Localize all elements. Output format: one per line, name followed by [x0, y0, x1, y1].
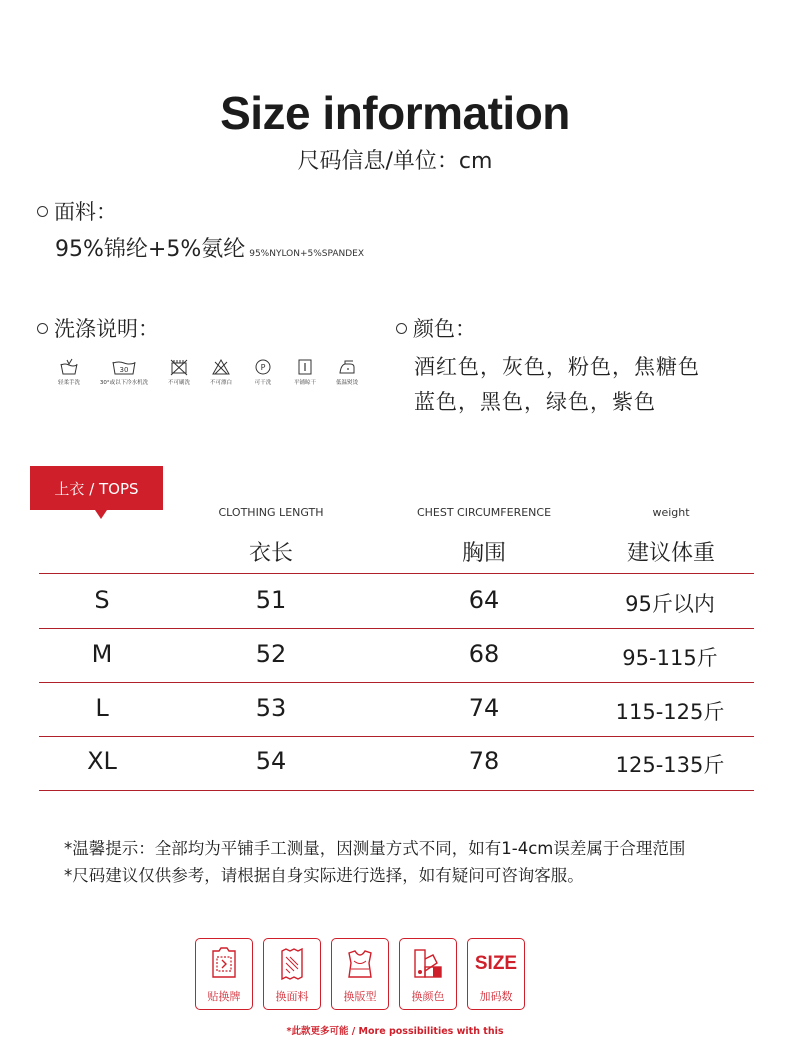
size-text-icon: SIZE — [474, 953, 518, 974]
chest-cell: 78 — [468, 747, 500, 775]
fabric-icon — [277, 947, 307, 981]
wash-30-icon — [111, 358, 137, 376]
col-en-weight: weight — [652, 506, 690, 519]
page-subtitle: 尺码信息/单位：cm — [297, 149, 493, 174]
table-divider — [39, 573, 754, 574]
footnote: *此款更多可能 / More possibilities with this — [286, 1026, 504, 1037]
customization-options — [195, 938, 525, 1010]
no-brush-icon — [168, 358, 190, 376]
option-label: 换面料 — [275, 990, 309, 1003]
hand-wash-icon — [58, 358, 80, 376]
wash-symbol — [286, 358, 324, 386]
low-iron-icon — [336, 358, 358, 376]
col-cn-length: 衣长 — [248, 541, 293, 566]
wash-caption: 可干洗 — [254, 380, 272, 386]
option-label: 加码数 — [479, 990, 513, 1003]
length-cell: 52 — [255, 640, 287, 668]
length-cell: 51 — [255, 586, 287, 614]
wash-caption: 平铺晾干 — [293, 380, 316, 386]
color-swatch-icon — [411, 947, 445, 981]
wash-symbol — [244, 358, 282, 386]
wash-caption: 不可刷洗 — [167, 380, 190, 386]
chest-cell: 68 — [468, 640, 500, 668]
flat-dry-icon — [294, 358, 316, 376]
col-en-chest: CHEST CIRCUMFERENCE — [416, 506, 552, 519]
col-cn-weight: 建议体重 — [626, 541, 715, 566]
weight-cell: 115-125斤 — [615, 700, 725, 724]
option-label: 贴换牌 — [207, 990, 241, 1003]
bullet-circle-icon — [37, 323, 48, 334]
chest-cell: 74 — [468, 694, 500, 722]
note-line: *温馨提示：全部均为平铺手工测量，因测量方式不同，如有1-4cm误差属于合理范围 — [64, 839, 686, 858]
dry-clean-p-icon — [252, 358, 274, 376]
colors-line-1: 酒红色，灰色，粉色，焦糖色 — [414, 355, 700, 379]
tag-pointer — [95, 510, 107, 519]
colors-line-2: 蓝色，黑色，绿色，紫色 — [414, 390, 656, 414]
wash-caption: 30°或以下冷水机洗 — [99, 380, 149, 386]
table-divider — [39, 628, 754, 629]
wash-symbol — [328, 358, 366, 386]
col-cn-chest: 胸围 — [461, 541, 506, 566]
garment-style-icon — [343, 947, 377, 981]
table-divider — [39, 736, 754, 737]
wash-label: 洗涤说明： — [54, 317, 159, 341]
fabric-heading — [37, 196, 117, 226]
option-size — [467, 938, 525, 1010]
length-cell: 54 — [255, 747, 287, 775]
wash-caption: 不可漂白 — [209, 380, 232, 386]
option-color — [399, 938, 457, 1010]
length-cell: 53 — [255, 694, 287, 722]
chest-cell: 64 — [468, 586, 500, 614]
size-cell: XL — [87, 747, 117, 775]
size-cell: S — [94, 586, 110, 614]
fabric-composition — [55, 232, 364, 263]
label-tag-icon — [209, 947, 239, 981]
weight-cell: 125-135斤 — [615, 753, 725, 777]
wash-symbol — [202, 358, 240, 386]
wash-symbol — [50, 358, 88, 386]
wash-symbol — [160, 358, 198, 386]
colors-label: 颜色： — [413, 317, 476, 341]
option-label: 换颜色 — [411, 990, 445, 1003]
size-cell: L — [95, 694, 109, 722]
page-title: Size information — [220, 87, 570, 139]
bullet-circle-icon — [37, 206, 48, 217]
fabric-cn: 95%锦纶+5%氨纶 — [55, 237, 246, 262]
col-en-length: CLOTHING LENGTH — [218, 506, 324, 519]
option-fabric — [263, 938, 321, 1010]
wash-heading — [37, 313, 159, 343]
option-label: 换版型 — [343, 990, 377, 1003]
note-line: *尺码建议仅供参考，请根据自身实际进行选择，如有疑问可咨询客服。 — [64, 866, 584, 885]
tops-tag: 上衣 / TOPS — [30, 466, 163, 510]
no-bleach-icon — [210, 358, 232, 376]
wash-symbol — [92, 358, 156, 386]
fabric-en: 95%NYLON+5%SPANDEX — [249, 249, 365, 259]
colors-heading — [396, 313, 476, 343]
bullet-circle-icon — [396, 323, 407, 334]
size-cell: M — [91, 640, 113, 668]
wash-temp-number: 30 — [119, 366, 129, 374]
wash-symbols — [50, 358, 366, 386]
table-divider — [39, 682, 754, 683]
weight-cell: 95斤以内 — [625, 592, 715, 616]
wash-caption: 低温熨烫 — [335, 380, 358, 386]
weight-cell: 95-115斤 — [622, 646, 718, 670]
fabric-label: 面料： — [54, 200, 117, 224]
option-style — [331, 938, 389, 1010]
table-divider — [39, 790, 754, 791]
dry-clean-letter: P — [260, 363, 266, 372]
option-label-tag — [195, 938, 253, 1010]
wash-caption: 轻柔手洗 — [57, 380, 80, 386]
